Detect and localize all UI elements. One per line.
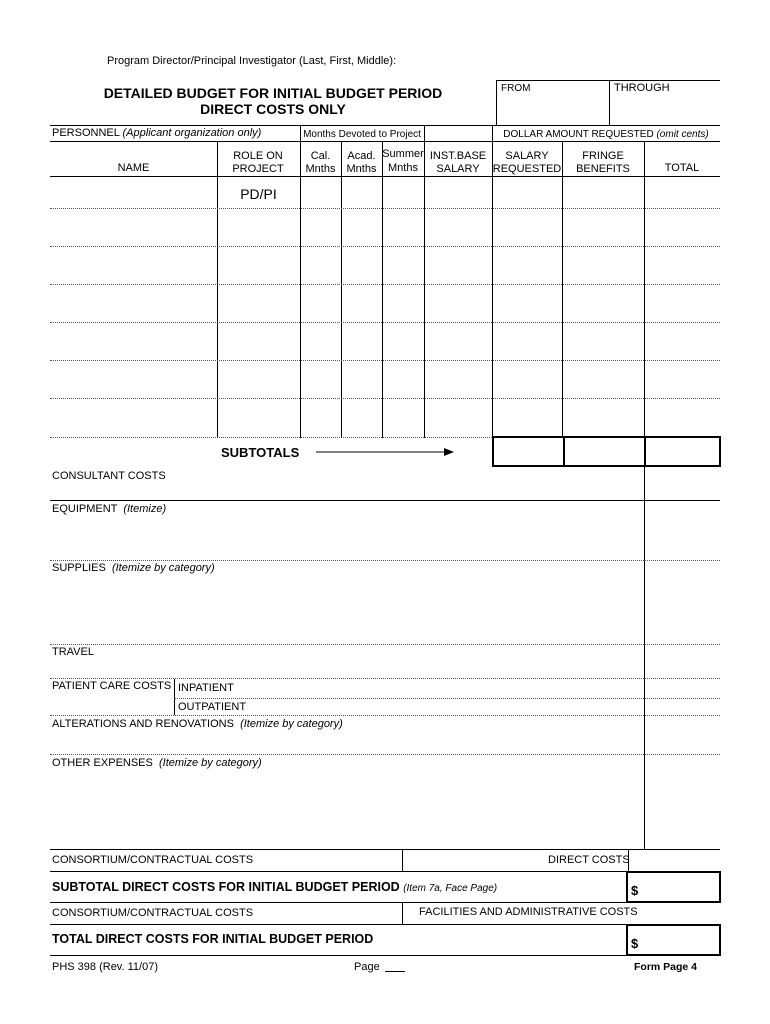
fa-costs-label: FACILITIES AND ADMINISTRATIVE COSTS	[419, 906, 638, 918]
subtotals-arrow-icon	[316, 446, 456, 458]
col-acad-months: Acad. Mnths	[346, 150, 377, 175]
total-direct-costs-field[interactable]	[626, 924, 721, 956]
total-direct-costs-label: TOTAL DIRECT COSTS FOR INITIAL BUDGET PERIOD	[52, 932, 374, 946]
col-role: ROLE ON PROJECT	[232, 150, 284, 175]
dollar-sign-2: $	[631, 936, 639, 951]
col-summer-months: Summer Mnths	[382, 148, 424, 174]
form-title-line1: DETAILED BUDGET FOR INITIAL BUDGET PERIOD	[103, 85, 443, 101]
through-date-field[interactable]	[611, 96, 719, 123]
alterations-label: ALTERATIONS AND RENOVATIONS (Itemize by category)	[52, 718, 343, 730]
inpatient-label: INPATIENT	[178, 682, 234, 694]
col-salary-requested: SALARY REQUESTED	[492, 150, 562, 175]
pi-name-label: Program Director/Principal Investigator (Last, First, Middle):	[107, 55, 397, 67]
subtotal-fringe-field[interactable]	[563, 436, 646, 467]
personnel-name-field-7[interactable]	[51, 400, 216, 436]
col-name: NAME	[117, 162, 150, 174]
personnel-section-label: PERSONNEL (Applicant organization only)	[52, 127, 262, 139]
equipment-label: EQUIPMENT (Itemize)	[52, 503, 167, 515]
col-total: TOTAL	[664, 162, 700, 174]
consultant-costs-label: CONSULTANT COSTS	[52, 470, 166, 482]
through-label: THROUGH	[614, 82, 670, 94]
personnel-name-field-3[interactable]	[51, 248, 216, 283]
pd-pi-role: PD/PI	[240, 186, 277, 202]
subtotal-direct-costs-label: SUBTOTAL DIRECT COSTS FOR INITIAL BUDGET PERIOD (Item 7a, Face Page)	[52, 880, 498, 894]
other-expenses-label: OTHER EXPENSES (Itemize by category)	[52, 757, 262, 769]
subtotal-salary-field[interactable]	[492, 436, 565, 467]
subtotals-label: SUBTOTALS	[221, 445, 300, 460]
form-page-number: Form Page 4	[634, 961, 698, 973]
col-inst-base-salary: INST.BASE SALARY	[429, 150, 487, 175]
page-label: Page	[354, 961, 380, 973]
from-date-field[interactable]	[497, 96, 607, 123]
travel-label: TRAVEL	[52, 646, 94, 658]
consortium-costs-label-1: CONSORTIUM/CONTRACTUAL COSTS	[52, 854, 254, 866]
outpatient-label: OUTPATIENT	[178, 701, 247, 713]
personnel-name-field-2[interactable]	[51, 210, 216, 245]
form-title	[50, 85, 496, 117]
personnel-name-field-6[interactable]	[51, 362, 216, 397]
col-cal-months: Cal. Mnths	[305, 150, 336, 175]
from-label: FROM	[501, 83, 531, 94]
form-id: PHS 398 (Rev. 11/07)	[52, 961, 158, 973]
months-devoted-label: Months Devoted to Project	[303, 129, 421, 140]
dollar-sign-1: $	[631, 883, 639, 898]
patient-care-costs-label: PATIENT CARE COSTS	[52, 680, 172, 692]
dollar-amount-label: DOLLAR AMOUNT REQUESTED (omit cents)	[503, 129, 709, 140]
subtotal-total-field[interactable]	[644, 436, 721, 467]
personnel-name-field-5[interactable]	[51, 324, 216, 359]
personnel-name-field-4[interactable]	[51, 286, 216, 321]
consortium-costs-label-2: CONSORTIUM/CONTRACTUAL COSTS	[52, 907, 254, 919]
direct-costs-label: DIRECT COSTS	[548, 854, 630, 866]
form-title-line2: DIRECT COSTS ONLY	[200, 101, 346, 117]
personnel-name-field-1[interactable]	[51, 178, 216, 207]
subtotal-direct-costs-field[interactable]	[626, 871, 721, 903]
supplies-label: SUPPLIES (Itemize by category)	[52, 562, 215, 574]
col-fringe-benefits: FRINGE BENEFITS	[576, 150, 630, 175]
